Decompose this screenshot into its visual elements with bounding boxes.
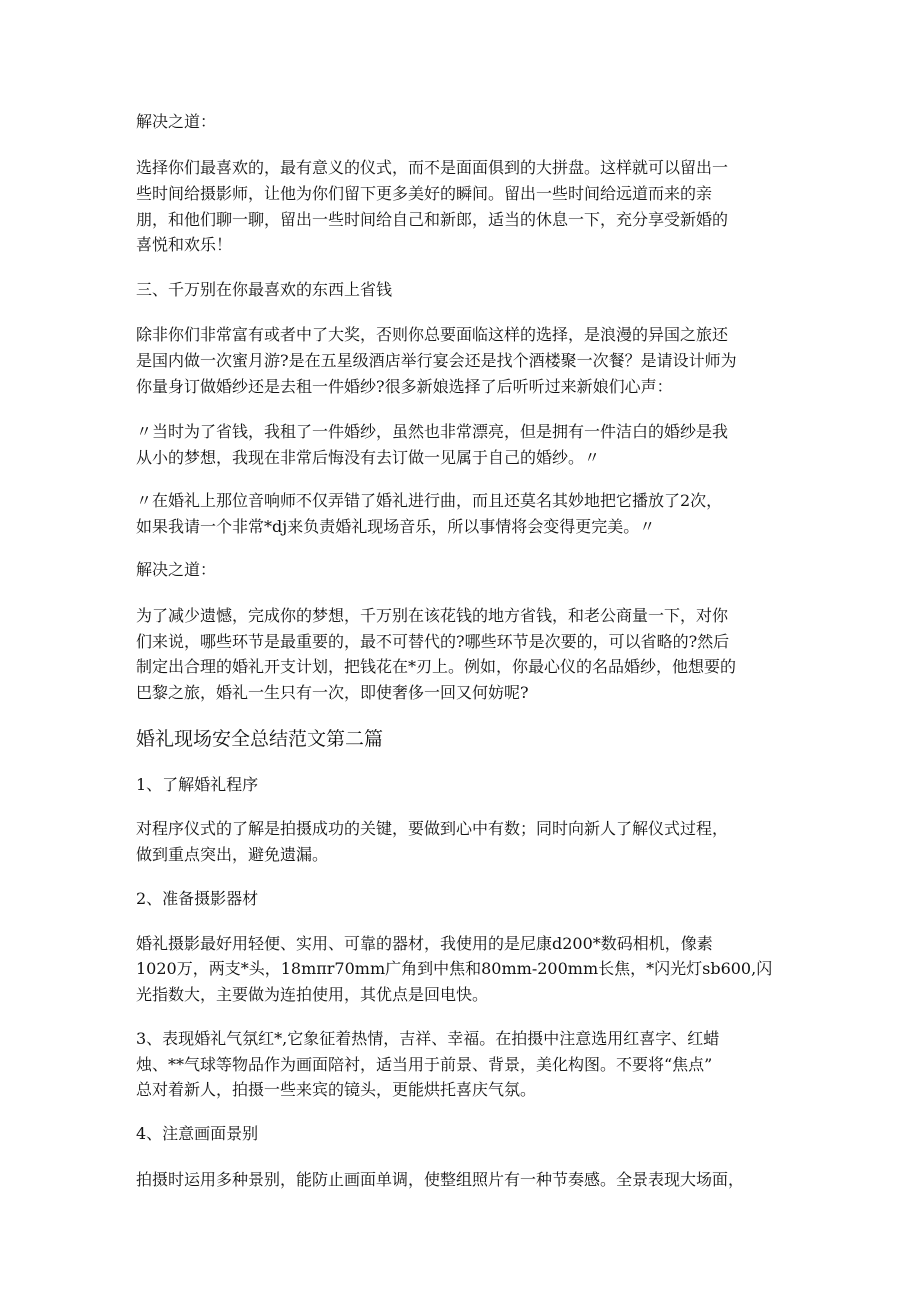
- paragraph-line: 为了减少遗憾，完成你的梦想，千万别在该花钱的地方省钱，和老公商量一下，对你: [136, 606, 729, 625]
- paragraph-line: 些时间给摄影师，让他为你们留下更多美好的瞬间。留出一些时间给远道而来的亲: [136, 184, 713, 203]
- paragraph-line: 3、表现婚礼气氛红*,它象征着热情，吉祥、幸福。在拍摄中注意选用红喜字、红蜡: [136, 1029, 720, 1048]
- paragraph-line: 巴黎之旅，婚礼一生只有一次，即使奢侈一回又何妨呢?: [136, 683, 529, 702]
- paragraph-line: 烛、**气球等物品作为画面陪衬，适当用于前景、背景，美化构图。不要将“焦点”: [136, 1055, 713, 1074]
- quote-line: 〃在婚礼上那位音响师不仅弄错了婚礼进行曲，而且还莫名其妙地把它播放了2次，: [136, 491, 723, 510]
- paragraph-line: 制定出合理的婚礼开支计划，把钱花在*刃上。例如，你最心仪的名品婚纱，他想要的: [136, 657, 737, 676]
- quote-line: 如果我请一个非常*dj来负责婚礼现场音乐，所以事情将会变得更完美。〃: [136, 517, 656, 536]
- paragraph-label: 解决之道：: [136, 560, 217, 579]
- section-heading: 1、了解婚礼程序: [136, 775, 259, 794]
- paragraph-line: 除非你们非常富有或者中了大奖，否则你总要面临这样的选择，是浪漫的异国之旅还: [136, 325, 729, 344]
- paragraph-line: 你量身订做婚纱还是去租一件婚纱?很多新娘选择了后听听过来新娘们心声：: [136, 377, 673, 396]
- paragraph-line: 拍摄时运用多种景别，能防止画面单调，使整组照片有一种节奏感。全景表现大场面，: [136, 1170, 745, 1189]
- paragraph-line: 选择你们最喜欢的，最有意义的仪式，而不是面面俱到的大拼盘。这样就可以留出一: [136, 158, 729, 177]
- paragraph-line: 对程序仪式的了解是拍摄成功的关键，要做到心中有数；同时向新人了解仪式过程，: [136, 819, 729, 838]
- section-heading: 2、准备摄影器材: [136, 889, 259, 908]
- section-heading: 4、注意画面景别: [136, 1124, 259, 1143]
- quote-line: 〃当时为了省钱，我租了一件婚纱，虽然也非常漂亮，但是拥有一件洁白的婚纱是我: [136, 422, 729, 441]
- paragraph-line: 们来说，哪些环节是最重要的，最不可替代的?哪些环节是次要的，可以省略的?然后: [136, 632, 730, 651]
- paragraph-line: 是国内做一次蜜月游?是在五星级酒店举行宴会还是找个酒楼聚一次餐？是请设计师为: [136, 351, 737, 370]
- paragraph-label: 解决之道：: [136, 112, 217, 131]
- quote-line: 从小的梦想，我现在非常后悔没有去订做一见属于自己的婚纱。〃: [136, 448, 601, 467]
- paragraph-line: 喜悦和欢乐！: [136, 235, 233, 254]
- paragraph-line: 婚礼摄影最好用轻便、实用、可靠的器材，我使用的是尼康d200*数码相机，像素: [136, 934, 713, 953]
- paragraph-line: 1020万，两支*头，18mπr70mm广角到中焦和80mm-200mm长焦，*闪光灯sb600,闪: [136, 959, 773, 978]
- paragraph-line: 朋，和他们聊一聊，留出一些时间给自己和新郎，适当的休息一下，充分享受新婚的: [136, 210, 729, 229]
- paragraph-line: 总对着新人，拍摄一些来宾的镜头，更能烘托喜庆气氛。: [136, 1080, 537, 1099]
- chapter-title: 婚礼现场安全总结范文第二篇: [136, 728, 384, 750]
- paragraph-line: 做到重点突出，避免遗漏。: [136, 845, 329, 864]
- paragraph-line: 光指数大，主要做为连拍使用，其优点是回电快。: [136, 985, 489, 1004]
- section-heading: 三、千万别在你最喜欢的东西上省钱: [136, 280, 393, 299]
